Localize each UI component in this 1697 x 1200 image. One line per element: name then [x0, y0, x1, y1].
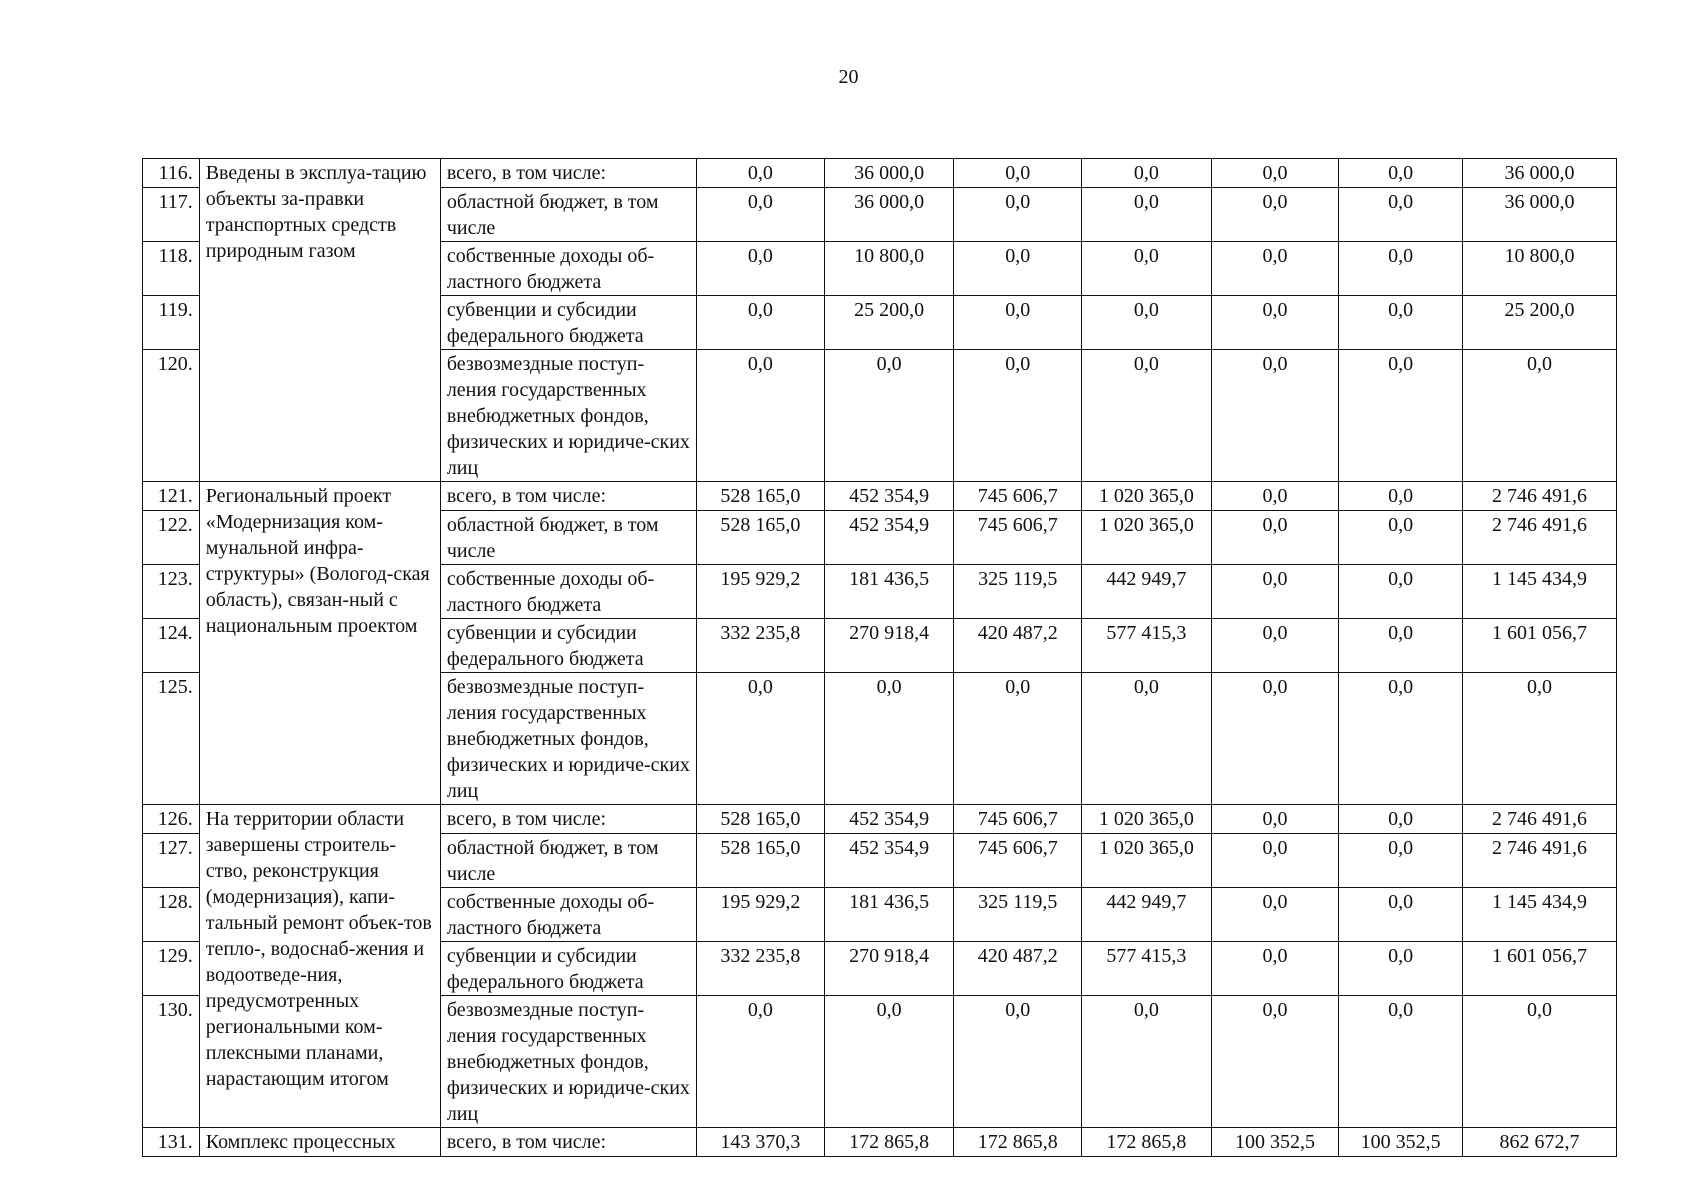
page-number: 20 [838, 66, 859, 88]
value-cell: 325 119,5 [954, 565, 1082, 619]
total-cell: 2 746 491,6 [1462, 482, 1616, 511]
row-number: 126. [143, 805, 200, 834]
value-cell: 528 165,0 [697, 805, 825, 834]
group-title: Введены в эксплуа-тацию объекты за-правки транспортных средств природным газом [199, 159, 440, 482]
funding-source: субвенции и субсидии федерального бюджета [440, 619, 696, 673]
value-cell: 181 436,5 [824, 565, 954, 619]
total-cell: 36 000,0 [1462, 159, 1616, 188]
value-cell: 0,0 [1339, 188, 1463, 242]
value-cell: 0,0 [697, 350, 825, 482]
table-row [143, 805, 1617, 834]
value-cell: 0,0 [1339, 834, 1463, 888]
value-cell: 0,0 [954, 673, 1082, 805]
value-cell: 0,0 [1211, 188, 1339, 242]
value-cell: 0,0 [1082, 242, 1212, 296]
value-cell: 0,0 [1339, 888, 1463, 942]
group-title: Комплекс процессных [199, 1128, 440, 1157]
value-cell: 0,0 [1211, 805, 1339, 834]
value-cell: 0,0 [697, 296, 825, 350]
value-cell: 0,0 [1339, 482, 1463, 511]
funding-source: субвенции и субсидии федерального бюджета [440, 296, 696, 350]
value-cell: 0,0 [1211, 242, 1339, 296]
value-cell: 0,0 [1211, 673, 1339, 805]
value-cell: 452 354,9 [824, 482, 954, 511]
budget-table-body [143, 159, 1617, 1157]
group-title: Региональный проект «Модернизация ком-мунальной инфра-структуры» (Вологод-ская область), связан-ный с национальным проектом [199, 482, 440, 805]
value-cell: 0,0 [697, 159, 825, 188]
value-cell: 325 119,5 [954, 888, 1082, 942]
funding-source: всего, в том числе: [440, 1128, 696, 1157]
value-cell: 745 606,7 [954, 482, 1082, 511]
value-cell: 420 487,2 [954, 942, 1082, 996]
value-cell: 1 020 365,0 [1082, 511, 1212, 565]
row-number: 116. [143, 159, 200, 188]
value-cell: 0,0 [1211, 888, 1339, 942]
value-cell: 25 200,0 [824, 296, 954, 350]
value-cell: 0,0 [1339, 805, 1463, 834]
total-cell: 862 672,7 [1462, 1128, 1616, 1157]
value-cell: 195 929,2 [697, 888, 825, 942]
value-cell: 0,0 [697, 996, 825, 1128]
value-cell: 0,0 [954, 996, 1082, 1128]
value-cell: 1 020 365,0 [1082, 834, 1212, 888]
value-cell: 0,0 [1339, 159, 1463, 188]
value-cell: 0,0 [824, 673, 954, 805]
value-cell: 0,0 [1211, 350, 1339, 482]
value-cell: 1 020 365,0 [1082, 482, 1212, 511]
value-cell: 181 436,5 [824, 888, 954, 942]
value-cell: 745 606,7 [954, 834, 1082, 888]
total-cell: 1 601 056,7 [1462, 942, 1616, 996]
total-cell: 10 800,0 [1462, 242, 1616, 296]
value-cell: 745 606,7 [954, 805, 1082, 834]
row-number: 129. [143, 942, 200, 996]
value-cell: 172 865,8 [1082, 1128, 1212, 1157]
value-cell: 0,0 [1082, 673, 1212, 805]
value-cell: 195 929,2 [697, 565, 825, 619]
value-cell: 0,0 [697, 673, 825, 805]
value-cell: 452 354,9 [824, 805, 954, 834]
budget-table [142, 158, 1617, 1157]
value-cell: 0,0 [954, 350, 1082, 482]
row-number: 124. [143, 619, 200, 673]
row-number: 125. [143, 673, 200, 805]
value-cell: 442 949,7 [1082, 888, 1212, 942]
value-cell: 0,0 [1339, 942, 1463, 996]
value-cell: 270 918,4 [824, 619, 954, 673]
value-cell: 577 415,3 [1082, 619, 1212, 673]
row-number: 128. [143, 888, 200, 942]
total-cell: 0,0 [1462, 350, 1616, 482]
funding-source: безвозмездные поступ-ления государственных внебюджетных фондов, физических и юридиче-ских лиц [440, 673, 696, 805]
table-row [143, 482, 1617, 511]
value-cell: 0,0 [1211, 159, 1339, 188]
value-cell: 0,0 [1339, 565, 1463, 619]
value-cell: 0,0 [1339, 619, 1463, 673]
value-cell: 332 235,8 [697, 942, 825, 996]
value-cell: 0,0 [1211, 996, 1339, 1128]
total-cell: 2 746 491,6 [1462, 805, 1616, 834]
value-cell: 270 918,4 [824, 942, 954, 996]
value-cell: 0,0 [1082, 996, 1212, 1128]
total-cell: 1 145 434,9 [1462, 888, 1616, 942]
value-cell: 36 000,0 [824, 159, 954, 188]
funding-source: всего, в том числе: [440, 805, 696, 834]
funding-source: субвенции и субсидии федерального бюджета [440, 942, 696, 996]
value-cell: 0,0 [824, 996, 954, 1128]
total-cell: 36 000,0 [1462, 188, 1616, 242]
value-cell: 100 352,5 [1211, 1128, 1339, 1157]
value-cell: 10 800,0 [824, 242, 954, 296]
value-cell: 0,0 [1211, 619, 1339, 673]
value-cell: 172 865,8 [824, 1128, 954, 1157]
funding-source: областной бюджет, в том числе [440, 511, 696, 565]
total-cell: 25 200,0 [1462, 296, 1616, 350]
value-cell: 0,0 [1211, 834, 1339, 888]
group-title: На территории области завершены строитель-ство, реконструкция (модернизация), капи-тальный ремонт объек-тов тепло-, водоснаб-жения и водоотведе-ния, предусмотренных региональными ком-плексными планами, нарастающим итогом [199, 805, 440, 1128]
funding-source: областной бюджет, в том числе [440, 188, 696, 242]
table-row [143, 159, 1617, 188]
value-cell: 0,0 [1339, 996, 1463, 1128]
value-cell: 420 487,2 [954, 619, 1082, 673]
value-cell: 143 370,3 [697, 1128, 825, 1157]
value-cell: 36 000,0 [824, 188, 954, 242]
row-number: 120. [143, 350, 200, 482]
value-cell: 0,0 [1211, 296, 1339, 350]
funding-source: всего, в том числе: [440, 159, 696, 188]
value-cell: 0,0 [954, 296, 1082, 350]
value-cell: 528 165,0 [697, 482, 825, 511]
value-cell: 1 020 365,0 [1082, 805, 1212, 834]
value-cell: 452 354,9 [824, 511, 954, 565]
value-cell: 0,0 [1211, 565, 1339, 619]
funding-source: безвозмездные поступ-ления государственных внебюджетных фондов, физических и юридиче-ских лиц [440, 350, 696, 482]
total-cell: 2 746 491,6 [1462, 511, 1616, 565]
total-cell: 2 746 491,6 [1462, 834, 1616, 888]
value-cell: 745 606,7 [954, 511, 1082, 565]
row-number: 117. [143, 188, 200, 242]
value-cell: 0,0 [1082, 350, 1212, 482]
funding-source: всего, в том числе: [440, 482, 696, 511]
value-cell: 0,0 [954, 159, 1082, 188]
row-number: 131. [143, 1128, 200, 1157]
row-number: 118. [143, 242, 200, 296]
value-cell: 0,0 [1211, 511, 1339, 565]
total-cell: 1 601 056,7 [1462, 619, 1616, 673]
value-cell: 0,0 [1339, 511, 1463, 565]
value-cell: 0,0 [1082, 296, 1212, 350]
value-cell: 0,0 [1339, 296, 1463, 350]
total-cell: 1 145 434,9 [1462, 565, 1616, 619]
value-cell: 0,0 [1339, 673, 1463, 805]
value-cell: 0,0 [697, 242, 825, 296]
funding-source: областной бюджет, в том числе [440, 834, 696, 888]
value-cell: 332 235,8 [697, 619, 825, 673]
funding-source: собственные доходы об-ластного бюджета [440, 242, 696, 296]
value-cell: 0,0 [1339, 242, 1463, 296]
total-cell: 0,0 [1462, 996, 1616, 1128]
funding-source: собственные доходы об-ластного бюджета [440, 888, 696, 942]
row-number: 130. [143, 996, 200, 1128]
value-cell: 0,0 [1339, 350, 1463, 482]
row-number: 127. [143, 834, 200, 888]
total-cell: 0,0 [1462, 673, 1616, 805]
value-cell: 528 165,0 [697, 834, 825, 888]
funding-source: собственные доходы об-ластного бюджета [440, 565, 696, 619]
value-cell: 0,0 [1211, 942, 1339, 996]
value-cell: 100 352,5 [1339, 1128, 1463, 1157]
value-cell: 452 354,9 [824, 834, 954, 888]
value-cell: 0,0 [1082, 159, 1212, 188]
value-cell: 0,0 [1082, 188, 1212, 242]
value-cell: 172 865,8 [954, 1128, 1082, 1157]
row-number: 119. [143, 296, 200, 350]
row-number: 121. [143, 482, 200, 511]
row-number: 123. [143, 565, 200, 619]
table-row [143, 1128, 1617, 1157]
value-cell: 0,0 [697, 188, 825, 242]
value-cell: 577 415,3 [1082, 942, 1212, 996]
value-cell: 528 165,0 [697, 511, 825, 565]
row-number: 122. [143, 511, 200, 565]
funding-source: безвозмездные поступ-ления государственных внебюджетных фондов, физических и юридиче-ских лиц [440, 996, 696, 1128]
value-cell: 0,0 [954, 242, 1082, 296]
value-cell: 0,0 [1211, 482, 1339, 511]
value-cell: 0,0 [954, 188, 1082, 242]
value-cell: 0,0 [824, 350, 954, 482]
value-cell: 442 949,7 [1082, 565, 1212, 619]
